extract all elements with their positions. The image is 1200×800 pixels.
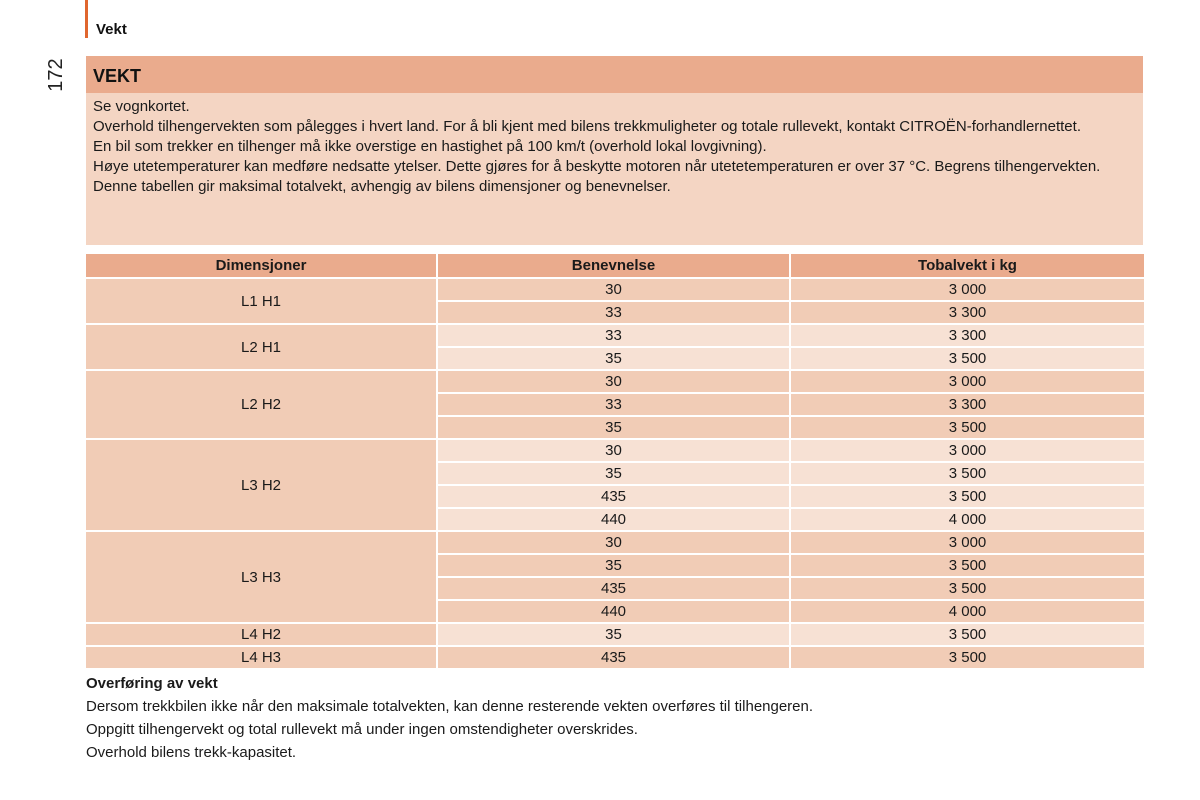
total-weight-cell: 3 000 [791, 438, 1144, 461]
dimension-cell: L3 H3 [86, 530, 438, 622]
column-header: Benevnelse [438, 254, 791, 277]
table-row [86, 622, 1144, 645]
section-label: Vekt [96, 21, 127, 38]
dimension-cell: L1 H1 [86, 277, 438, 323]
total-weight-cell: 3 000 [791, 369, 1144, 392]
designation-cell: 33 [438, 392, 791, 415]
designation-cell: 30 [438, 277, 791, 300]
total-weight-cell: 3 500 [791, 346, 1144, 369]
transfer-paragraph: Dersom trekkbilen ikke når den maksimale totalvekten, kan denne resterende vekten overføres til tilhengeren. [86, 698, 814, 715]
total-weight-cell: 3 000 [791, 530, 1144, 553]
total-weight-cell: 3 500 [791, 484, 1144, 507]
designation-cell: 30 [438, 530, 791, 553]
info-paragraph: Se vognkortet. [93, 98, 190, 115]
total-weight-cell: 3 500 [791, 553, 1144, 576]
table-row [86, 277, 1144, 300]
info-box-title: VEKT [86, 56, 1143, 93]
table-row [86, 369, 1144, 392]
dimension-cell: L2 H1 [86, 323, 438, 369]
column-header: Tobalvekt i kg [791, 254, 1144, 277]
total-weight-cell: 4 000 [791, 599, 1144, 622]
info-paragraph: Denne tabellen gir maksimal totalvekt, avhengig av bilens dimensjoner og benevnelser. [93, 178, 671, 195]
dimension-cell: L3 H2 [86, 438, 438, 530]
designation-cell: 435 [438, 645, 791, 668]
table-row [86, 645, 1144, 668]
weight-transfer-section [86, 674, 1146, 766]
total-weight-cell: 3 000 [791, 277, 1144, 300]
dimension-cell: L4 H2 [86, 622, 438, 645]
designation-cell: 35 [438, 346, 791, 369]
column-header: Dimensjoner [86, 254, 438, 277]
dimension-cell: L4 H3 [86, 645, 438, 668]
table-row [86, 323, 1144, 346]
info-paragraph: Overhold tilhengervekten som pålegges i hvert land. For å bli kjent med bilens trekkmuligheter og totale rullevekt, kontakt CITROËN-forhandlernettet. [93, 118, 1081, 135]
page-number: 172 [45, 58, 67, 92]
designation-cell: 30 [438, 369, 791, 392]
designation-cell: 35 [438, 461, 791, 484]
total-weight-cell: 3 300 [791, 323, 1144, 346]
designation-cell: 435 [438, 576, 791, 599]
info-box [86, 56, 1143, 245]
designation-cell: 33 [438, 323, 791, 346]
table-row [86, 438, 1144, 461]
designation-cell: 35 [438, 553, 791, 576]
transfer-paragraph: Overhold bilens trekk-kapasitet. [86, 744, 297, 761]
section-accent-bar [85, 0, 88, 38]
weight-table [86, 254, 1144, 668]
total-weight-cell: 3 500 [791, 415, 1144, 438]
designation-cell: 435 [438, 484, 791, 507]
total-weight-cell: 3 300 [791, 300, 1144, 323]
total-weight-cell: 3 500 [791, 461, 1144, 484]
info-box-body [86, 93, 1143, 197]
info-paragraph: Høye utetemperaturer kan medføre nedsatte ytelser. Dette gjøres for å beskytte motoren når utetetemperaturen er over 37 °C. Begrens tilhengervekten. [93, 158, 1101, 175]
designation-cell: 440 [438, 507, 791, 530]
total-weight-cell: 4 000 [791, 507, 1144, 530]
total-weight-cell: 3 500 [791, 576, 1144, 599]
table-row [86, 530, 1144, 553]
total-weight-cell: 3 300 [791, 392, 1144, 415]
designation-cell: 33 [438, 300, 791, 323]
info-paragraph: En bil som trekker en tilhenger må ikke overstige en hastighet på 100 km/t (overhold lokal lovgivning). [93, 138, 767, 155]
designation-cell: 440 [438, 599, 791, 622]
total-weight-cell: 3 500 [791, 645, 1144, 668]
designation-cell: 30 [438, 438, 791, 461]
total-weight-cell: 3 500 [791, 622, 1144, 645]
designation-cell: 35 [438, 622, 791, 645]
table-header-row [86, 254, 1144, 277]
dimension-cell: L2 H2 [86, 369, 438, 438]
designation-cell: 35 [438, 415, 791, 438]
transfer-paragraph: Oppgitt tilhengervekt og total rullevekt må under ingen omstendigheter overskrides. [86, 721, 638, 738]
transfer-heading: Overføring av vekt [86, 675, 218, 692]
